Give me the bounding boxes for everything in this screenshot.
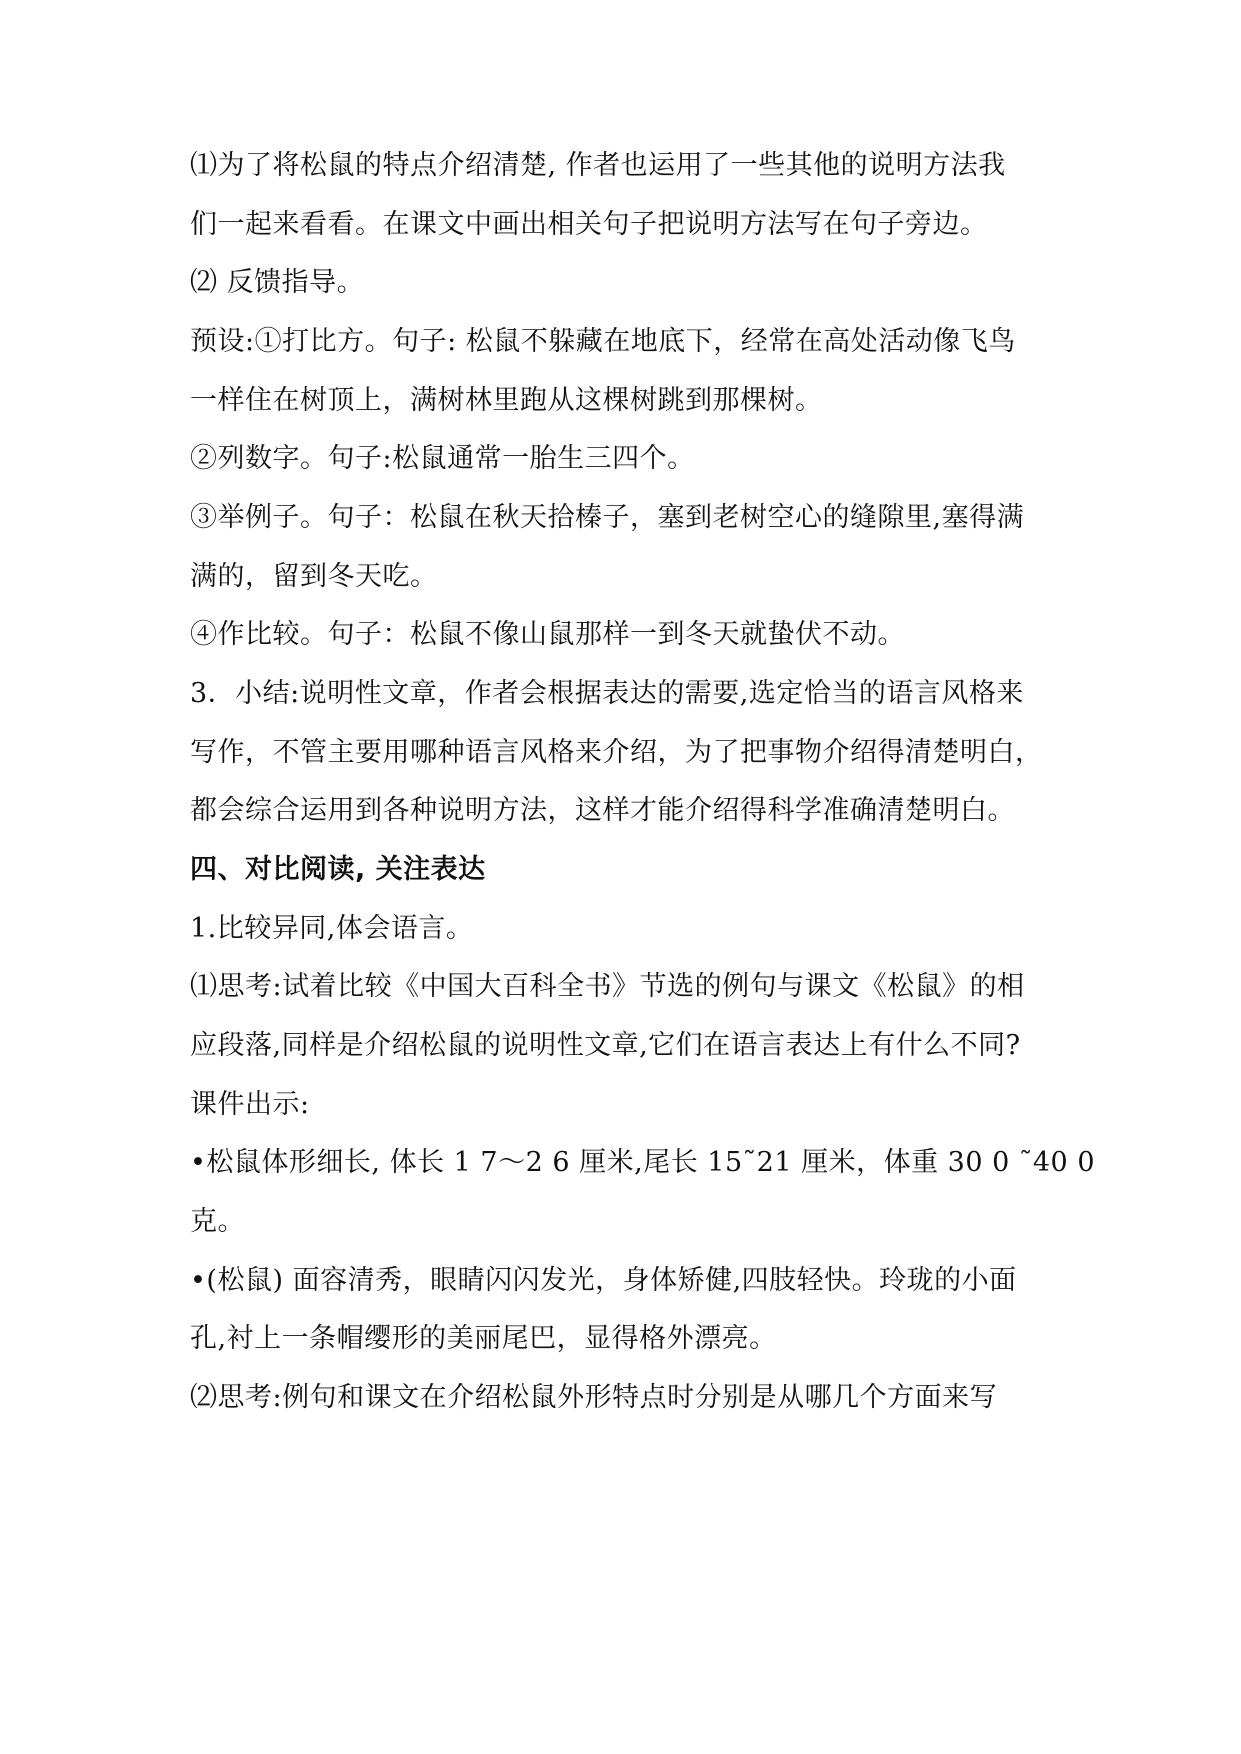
text-line: 1.比较异同,体会语言。	[190, 913, 474, 944]
text-line: ⑴为了将松鼠的特点介绍清楚, 作者也运用了一些其他的说明方法我	[190, 150, 1006, 181]
text-line: ③举例子。句子：松鼠在秋天拾榛子，塞到老树空心的缝隙里,塞得满	[190, 502, 1025, 533]
text-line: 孔,衬上一条帽缨形的美丽尾巴，显得格外漂亮。	[190, 1323, 777, 1354]
text-line: 应段落,同样是介绍松鼠的说明性文章,它们在语言表达上有什么不同?	[190, 1030, 1021, 1061]
text-line: 克。	[190, 1206, 245, 1237]
text-line: ⑵思考:例句和课文在介绍松鼠外形特点时分别是从哪几个方面来写	[190, 1382, 998, 1413]
text-line: 写作，不管主要用哪种语言风格来介绍，为了把事物介绍得清楚明白，	[190, 737, 1043, 768]
text-line: ②列数字。句子:松鼠通常一胎生三四个。	[190, 443, 695, 474]
text-line: ⑵ 反馈指导。	[190, 267, 365, 298]
text-line: ④作比较。句子：松鼠不像山鼠那样一到冬天就蛰伏不动。	[190, 619, 905, 650]
text-line: •松鼠体形细长, 体长 1 7～2 6 厘米,尾长 15˜21 厘米，体重 30 0 ˜40 0	[190, 1147, 1095, 1178]
text-line: ⑴思考:试着比较《中国大百科全书》节选的例句与课文《松鼠》的相	[190, 971, 1025, 1002]
text-line: 预设:①打比方。句子: 松鼠不躲藏在地底下，经常在高处活动像飞鸟	[190, 326, 1016, 357]
text-line: 一样住在树顶上，满树林里跑从这棵树跳到那棵树。	[190, 385, 823, 416]
text-line: 3．小结:说明性文章，作者会根据表达的需要,选定恰当的语言风格来	[190, 678, 1024, 709]
text-line: 都会综合运用到各种说明方法，这样才能介绍得科学准确清楚明白。	[190, 795, 1015, 826]
section-heading: 四、对比阅读, 关注表达	[190, 854, 486, 885]
text-line: 满的，留到冬天吃。	[190, 561, 438, 592]
text-line: 课件出示:	[190, 1089, 310, 1120]
text-line: •(松鼠) 面容清秀，眼睛闪闪发光，身体矫健,四肢轻快。玲珑的小面	[190, 1265, 1017, 1296]
text-line: 们一起来看看。在课文中画出相关句子把说明方法写在句子旁边。	[190, 209, 988, 240]
